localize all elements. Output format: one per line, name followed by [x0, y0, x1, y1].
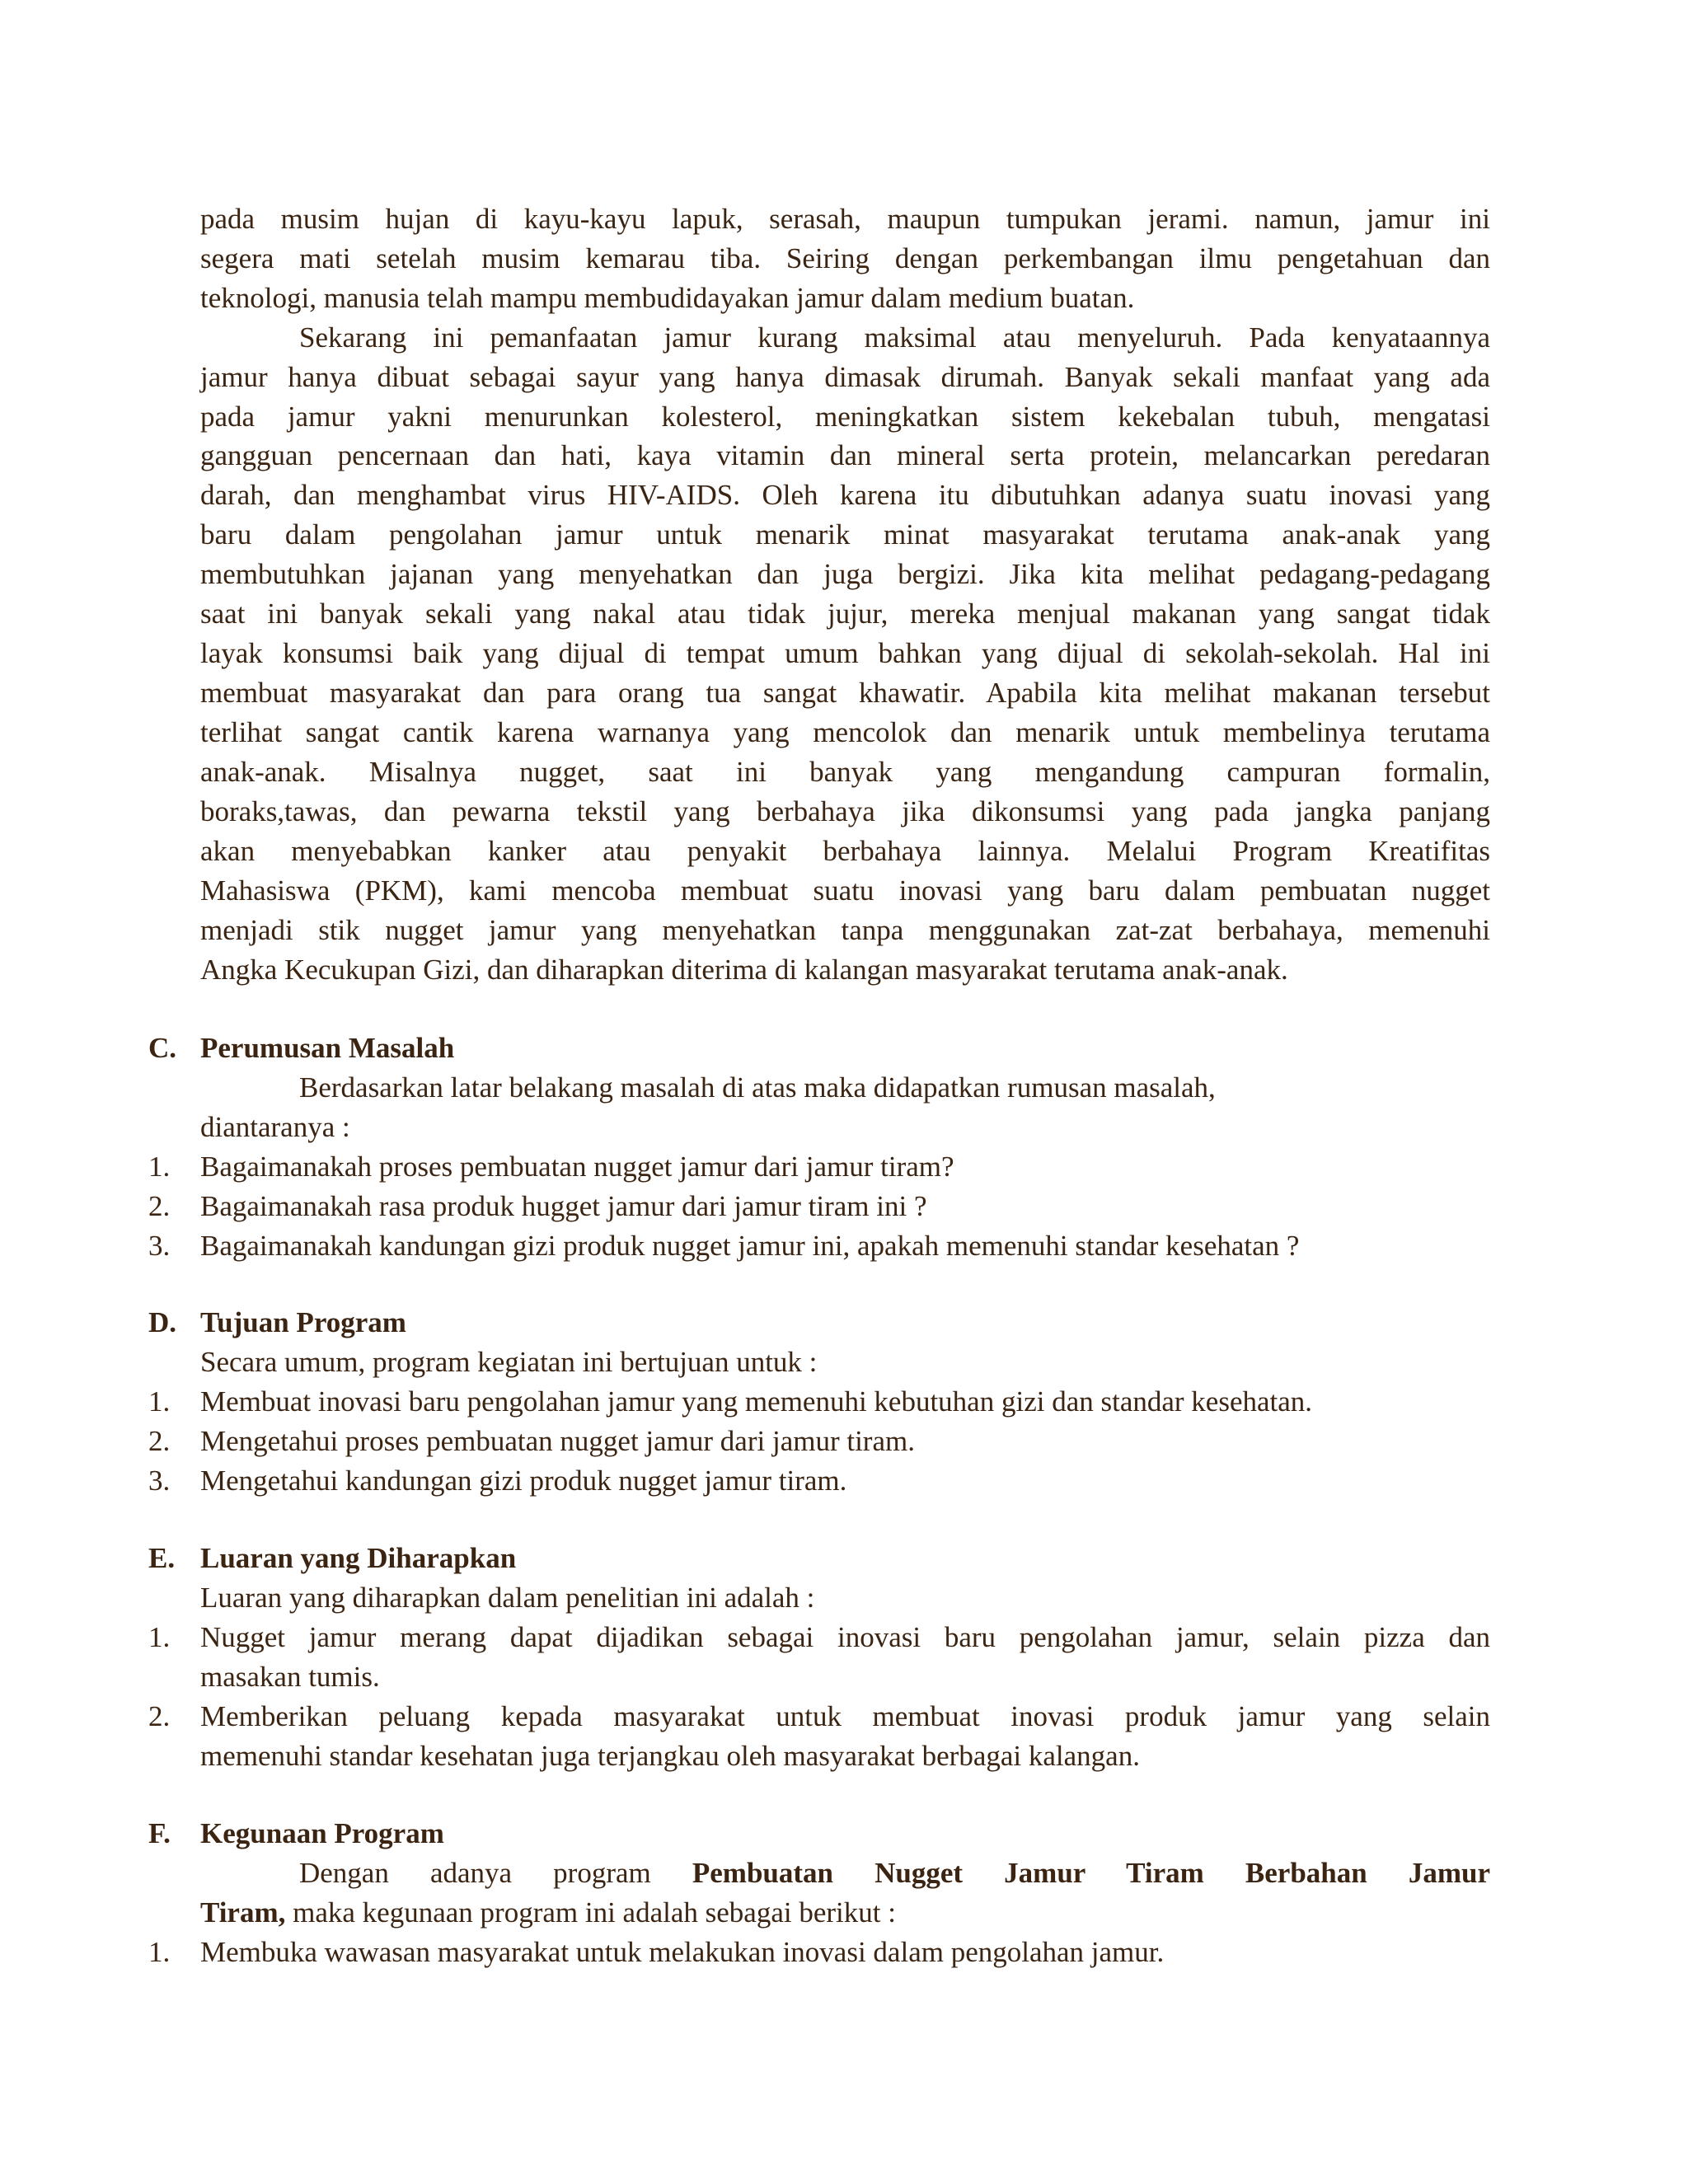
paragraph-line: anak-anak. Misalnya nugget, saat ini banyak yang mengandung campuran formalin,	[200, 756, 1490, 788]
paragraph-line: pada musim hujan di kayu-kayu lapuk, serasah, maupun tumpukan jerami. namun, jamur ini	[200, 203, 1490, 235]
section-heading: Tujuan Program	[200, 1306, 406, 1338]
list-number: 1.	[148, 1385, 171, 1418]
section-letter: F.	[148, 1817, 171, 1849]
paragraph-line: membutuhkan jajanan yang menyehatkan dan juga bergizi. Jika kita melihat pedagang-pedagang	[200, 558, 1490, 590]
section-intro-continuation	[200, 1898, 896, 1927]
list-item-continuation: masakan tumis.	[200, 1661, 380, 1693]
paragraph-line: darah, dan menghambat virus HIV-AIDS. Oleh karena itu dibutuhkan adanya suatu inovasi yang	[200, 479, 1490, 511]
list-item-continuation: memenuhi standar kesehatan juga terjangkau oleh masyarakat berbagai kalangan.	[200, 1740, 1140, 1772]
program-title-bold: Pembuatan Nugget Jamur Tiram Berbahan Jamur	[692, 1857, 1490, 1889]
paragraph-line: gangguan pencernaan dan hati, kaya vitamin dan mineral serta protein, melancarkan peredaran	[200, 439, 1490, 471]
list-number: 3.	[148, 1230, 171, 1262]
list-number: 2.	[148, 1190, 171, 1222]
list-item: Nugget jamur merang dapat dijadikan sebagai inovasi baru pengolahan jamur, selain pizza dan	[200, 1621, 1490, 1653]
list-item: Mengetahui kandungan gizi produk nugget jamur tiram.	[200, 1465, 847, 1497]
paragraph-line: akan menyebabkan kanker atau penyakit berbahaya lainnya. Melalui Program Kreatifitas	[200, 835, 1490, 867]
list-item: Bagaimanakah kandungan gizi produk nugget jamur ini, apakah memenuhi standar kesehatan ?	[200, 1230, 1300, 1262]
paragraph-line: membuat masyarakat dan para orang tua sangat khawatir. Apabila kita melihat makanan tersebut	[200, 677, 1490, 709]
list-number: 2.	[148, 1425, 171, 1457]
paragraph-line: boraks,tawas, dan pewarna tekstil yang berbahaya jika dikonsumsi yang pada jangka panjang	[200, 795, 1490, 827]
section-heading: Kegunaan Program	[200, 1817, 444, 1849]
list-number: 2.	[148, 1700, 171, 1732]
intro-plain-text: Dengan adanya program	[299, 1857, 651, 1889]
paragraph-line: baru dalam pengolahan jamur untuk menarik minat masyarakat terutama anak-anak yang	[200, 518, 1490, 551]
paragraph-line: Sekarang ini pemanfaatan jamur kurang maksimal atau menyeluruh. Pada kenyataannya	[299, 321, 1490, 354]
list-item: Memberikan peluang kepada masyarakat untuk membuat inovasi produk jamur yang selain	[200, 1700, 1490, 1732]
paragraph-line: pada jamur yakni menurunkan kolesterol, meningkatkan sistem kekebalan tubuh, mengatasi	[200, 401, 1490, 433]
section-heading: Luaran yang Diharapkan	[200, 1542, 517, 1574]
paragraph-line: terlihat sangat cantik karena warnanya yang mencolok dan menarik untuk membelinya terutama	[200, 716, 1490, 748]
section-letter: D.	[148, 1306, 177, 1338]
list-item: Bagaimanakah rasa produk hugget jamur dari jamur tiram ini ?	[200, 1190, 927, 1222]
section-intro: Berdasarkan latar belakang masalah di atas maka didapatkan rumusan masalah,	[299, 1071, 1216, 1104]
paragraph-line: segera mati setelah musim kemarau tiba. Seiring dengan perkembangan ilmu pengetahuan dan	[200, 242, 1490, 274]
list-number: 1.	[148, 1151, 171, 1183]
paragraph-line: teknologi, manusia telah mampu membudidayakan jamur dalam medium buatan.	[200, 282, 1135, 314]
list-number: 1.	[148, 1936, 171, 1968]
paragraph-line: jamur hanya dibuat sebagai sayur yang hanya dimasak dirumah. Banyak sekali manfaat yang ada	[200, 361, 1490, 393]
section-intro: diantaranya :	[200, 1111, 350, 1143]
list-item: Membuat inovasi baru pengolahan jamur yang memenuhi kebutuhan gizi dan standar kesehatan.	[200, 1385, 1313, 1418]
list-item: Membuka wawasan masyarakat untuk melakukan inovasi dalam pengolahan jamur.	[200, 1936, 1165, 1968]
section-letter: E.	[148, 1542, 176, 1574]
section-heading: Perumusan Masalah	[200, 1032, 455, 1064]
section-intro	[299, 1858, 1490, 1887]
list-item: Mengetahui proses pembuatan nugget jamur dari jamur tiram.	[200, 1425, 915, 1457]
paragraph-line: Mahasiswa (PKM), kami mencoba membuat suatu inovasi yang baru dalam pembuatan nugget	[200, 874, 1490, 907]
intro-rest-text: maka kegunaan program ini adalah sebagai berikut :	[293, 1896, 896, 1929]
section-intro: Secara umum, program kegiatan ini bertujuan untuk :	[200, 1346, 818, 1378]
paragraph-line: layak konsumsi baik yang dijual di tempat umum bahkan yang dijual di sekolah-sekolah. Hal ini	[200, 637, 1490, 669]
section-letter: C.	[148, 1032, 177, 1064]
list-number: 3.	[148, 1465, 171, 1497]
list-item: Bagaimanakah proses pembuatan nugget jamur dari jamur tiram?	[200, 1151, 954, 1183]
paragraph-line: Angka Kecukupan Gizi, dan diharapkan diterima di kalangan masyarakat terutama anak-anak.	[200, 954, 1288, 986]
program-title-bold: Tiram,	[200, 1896, 286, 1929]
paragraph-line: saat ini banyak sekali yang nakal atau tidak jujur, mereka menjual makanan yang sangat tidak	[200, 598, 1490, 630]
section-intro: Luaran yang diharapkan dalam penelitian ini adalah :	[200, 1582, 815, 1614]
list-number: 1.	[148, 1621, 171, 1653]
paragraph-line: menjadi stik nugget jamur yang menyehatkan tanpa menggunakan zat-zat berbahaya, memenuhi	[200, 914, 1490, 946]
